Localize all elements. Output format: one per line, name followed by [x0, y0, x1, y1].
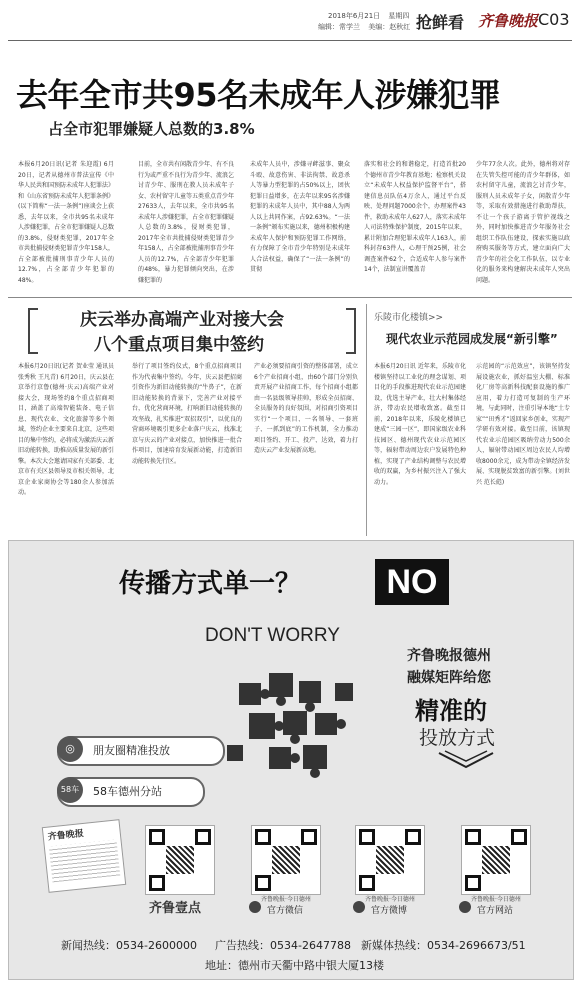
- ad-slogan-3: 精准的: [415, 697, 487, 725]
- newmedia-hotline: 新媒体热线：0534-2696673/51: [361, 939, 526, 952]
- issue-date: [328, 11, 409, 21]
- puzzle-icon: [219, 653, 379, 803]
- ad-no-text: NO: [386, 563, 438, 601]
- story2-bracket-left: [28, 308, 38, 354]
- story3-column-2: 示范园的“示范效应”，该镇坚持发展设施农业，抓好温室大棚、标准化厂房等高新科技配套设施的推广应用，着力打造可复制的生产环境，与此同时，注重引导本地“土专家”“田秀才”返回家乡创业，实现产学研有效对接。截至目前，该镇现代农业示范园区吸纳劳动力500余人，辐射带动园区周边农民人均增收8000余元，成为带动全镇经济发展、实现脱贫致富的新引擎。(刘世兴 范长彪): [476, 363, 570, 486]
- qr-label-weibo: 官方微博: [371, 906, 408, 916]
- story2-headline-2: 八个重点项目集中签约: [94, 335, 264, 355]
- column-divider: [366, 304, 367, 536]
- qr-code-app[interactable]: [145, 825, 215, 895]
- designer-text: 美编：赵秋红: [368, 23, 411, 31]
- newspaper-thumbnail: [42, 819, 126, 893]
- section-name: 抢鲜看: [416, 13, 465, 32]
- qr-label-app: 齐鲁壹点: [149, 901, 202, 916]
- editor-text: 编辑：常学兰: [318, 23, 360, 31]
- story2-column-2: 举行了项目签约仪式，8个重点招商项目作为代表集中签约。今年，庆云县把招商引资作为新旧动能转换的“牛鼻子”，在新旧动能转换的背景下，完善产业对接平台，优化营商环境，打响新旧动能转换的攻坚战，扎实推进“双招双引”，以优良的营商环境吸引更多企业落户庆云，找准北京与庆云的产业对接点，加快推进一批合作项目，加速培育发展新动能，打造新旧动能转换先行区。: [132, 363, 242, 465]
- qr-sub-website: 齐鲁晚报·今日德州: [471, 896, 521, 903]
- story2-column-1: 本报6月20日讯(记者 贺业莹 通讯员 张秀秋 王凡青) 6月20日，庆云县在京举行京鲁(德州·庆云)高端产业对接大会，现场签约8个重点招商项目，涵盖了高端智能装备、电子信息、现代农业、文化旅游等多个领域，签约企业主要来自北京，这些项目的集中签约，必将成为激活庆云新旧动能转换，助推高质量发展的新引擎。本次大会邀请国家有关部委、北京市有关区县领导及市相关领导，北京企业家商协会等180余人参加活动。: [18, 363, 114, 496]
- newspaper-lines: [49, 840, 120, 883]
- 58-car-ad-pill[interactable]: [57, 777, 205, 807]
- lead-column-3: 未成年人员中，涉嫌寻衅滋事、聚众斗殴、故意伤害、非法拘禁、故意杀人等暴力型犯罪的占50%以上，团伙犯罪日益增多，在去年以来95名涉嫌犯罪的未成年人员中，其中88人为两人以上共同作案，占92.63%。“一法一条例”颁布实施以来，德州积极构建未成年人保护和预防犯罪工作网络，有力保障了全市青少年特别是未成年人合法权益，确保了“一法一条例”的贯彻: [250, 161, 350, 273]
- camera-icon: ◎: [57, 736, 83, 762]
- ad-slogan-2: 融媒矩阵给您: [407, 670, 491, 686]
- website-icon: [459, 901, 471, 913]
- qr-code-wechat[interactable]: [251, 825, 321, 895]
- story2-bracket-right: [346, 308, 356, 354]
- ad-slogan-1: 齐鲁晚报德州: [407, 648, 491, 664]
- brand-logo: 齐鲁晚报: [478, 12, 539, 30]
- pill-label: 58车德州分站: [93, 785, 162, 798]
- weekday-text: 星期四: [388, 12, 410, 20]
- qr-label-website: 官方网站: [477, 906, 514, 916]
- story3-headline: 现代农业示范园成发展“新引擎”: [386, 332, 558, 346]
- wechat-icon: [249, 901, 261, 913]
- lead-column-1: 本报6月20日讯(记者 朱迎霞) 6月20日，记者从德州市普法宣传《中华人民共和国预防未成年人犯罪法》和《山东省预防未成年人犯罪条例》(以下简称“一法一条例”)座谈会上获悉，去年以来，全市共95名未成年人涉嫌犯罪，占全市犯罪嫌疑人总数的3.8%，侵财类犯罪，2017年全市共批捕侵财类犯罪青少年158人，占全部被批捕刑事青少年人员的12.7%，占全部青少年犯罪的48%。: [18, 161, 114, 284]
- qr-code-website[interactable]: [461, 825, 531, 895]
- ad-panel: [8, 540, 574, 980]
- news-hotline: 新闻热线：0534-2600000: [61, 939, 197, 952]
- lead-headline: 去年全市共95名未成年人涉嫌犯罪: [16, 76, 501, 114]
- lead-subhead: 占全市犯罪嫌疑人总数的3.8%: [48, 120, 255, 138]
- qr-code-weibo[interactable]: [355, 825, 425, 895]
- qr-sub-weibo: 齐鲁晚报·今日德州: [365, 896, 415, 903]
- story2-headline-1: 庆云举办高端产业对接大会: [80, 310, 284, 330]
- date-text: 2018年6月21日: [328, 12, 381, 20]
- logo58-label: 58车: [60, 785, 80, 794]
- ad-dont-worry: DON'T WORRY: [205, 625, 340, 646]
- lead-column-2: 目前，全市共有闲散青少年、有不良行为或严重不良行为青少年、流浪乞讨青少年、服刑在教人员未成年子女、农村留守儿童等五类重点青少年27633人，去年以来，全市共95名未成年人涉嫌犯罪，占全市犯罪嫌疑人总数的3.8%，侵财类犯罪，2017年全市共批捕侵财类犯罪青少年158人，占全部被批捕刑事青少年人员的12.7%，占全部青少年犯罪的48%，暴力犯罪倾向突出，在涉嫌犯罪的: [138, 161, 234, 284]
- lead-column-5: 少年77余人次。此外，德州将对存在失管失控可能的青少年群体，如农村留守儿童，流浪乞讨青少年，服刑人员未成年子女，闲散青少年等，采取有效措施进行救助帮扶，不让一个孩子游离于管护视线之外，同时加快推进青少年服务社会组织工作队伍建设，探索实施以政府购买服务等方式，建立面向广大青少年的社会化工作队伍，以专业化的服务来构建解决未成年人突出问题。: [476, 161, 570, 284]
- address-line: 地址：德州市天衢中路中银大厦13楼: [205, 959, 384, 972]
- puzzle-graphic: [219, 653, 379, 803]
- section-divider: [8, 297, 572, 298]
- 58-logo-icon: [57, 777, 83, 803]
- ad-hotline: 广告热线：0534-2647788: [215, 939, 351, 952]
- wechat-moments-ad-pill[interactable]: [57, 736, 225, 766]
- editor-credits: [318, 22, 410, 32]
- chevron-down-icon: [435, 749, 497, 773]
- qr-label-wechat: 官方微信: [267, 906, 304, 916]
- page-number: C03: [538, 10, 570, 29]
- pill-label: 朋友圈精准投放: [93, 744, 170, 757]
- story2-column-3: 产业必须要招商引资的整体部署，成立6个产业招商小组，由60个部门分别负责开展产业招商工作，每个招商小组都由一名县级领导挂帅，形成全员招商、全员服务的良好氛围，对招商引资项目实行“一个项目、一名领导、一套班子、一抓到底”的工作机制，全力推动项目签约、开工、投产、达效，着力打造庆云产业发展新高地。: [254, 363, 358, 454]
- story3-column-1: 本报6月20日讯 近年来，乐陵市化楼镇坚持以工业化的理念谋划、项目化的手段推进现代农业示范园建设，优选主导产业，壮大村集体经济，带动农民增收致富。截至目前，2018年以来，乐陵化楼镇已建成“三园一区”，即国家级农业科技园区、德州现代农业示范园区等，辐射带动周边农户发展特色种植，实现了产业结构调整与农民增收的双赢，为乡村振兴注入了强大动力。: [374, 363, 466, 486]
- story3-kicker: 乐陵市化楼镇>>: [374, 313, 444, 323]
- qr-sub-wechat: 齐鲁晚报·今日德州: [261, 896, 311, 903]
- ad-title: 传播方式单一？: [119, 569, 302, 599]
- header-rule: [8, 40, 572, 41]
- ad-slogan-4: 投放方式: [419, 727, 496, 749]
- ad-no-box: [375, 559, 449, 605]
- weibo-icon: [353, 901, 365, 913]
- lead-column-4: 落实和社会的和谐稳定，打造首批20个德州市青少年教育基地；检察机关设立“未成年人权益保护监督平台”，搭建信息员队伍4万余人，通过平台反映、处理问题7000余个，办理案件43件，救助未成年人627人，落实未成年人司法特殊保护制度，2015年以来，累计附加合理犯罪未成年人163人，前科封存63件人，心理干预25例，社会调查案件62个，合适成年人参与案件14个，法制宣讲覆盖青: [364, 161, 466, 273]
- newspaper-masthead: 齐鲁晚报: [47, 828, 85, 843]
